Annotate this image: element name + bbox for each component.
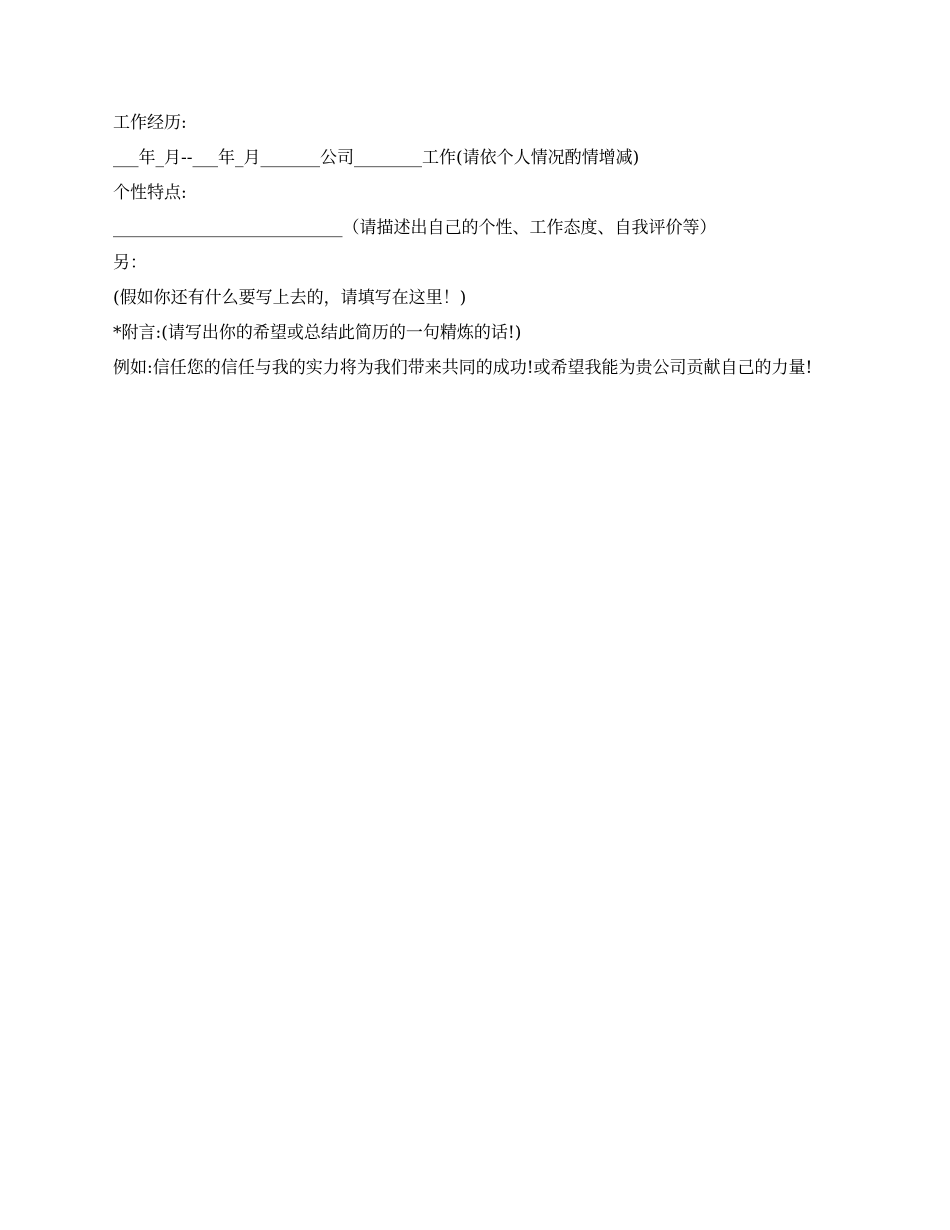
personality-heading: 个性特点: (113, 183, 187, 203)
work-experience-template: ___年_月--___年_月_______公司________工作(请依个人情况酌情增减) (113, 148, 640, 168)
other-heading: 另： (113, 253, 147, 273)
postscript-example: 例如:信任您的信任与我的实力将为我们带来共同的成功!或希望我能为贵公司贡献自己的力量! (113, 358, 813, 378)
document-body (113, 112, 843, 392)
personality-template: ___________________________（请描述出自己的个性、工作态度、自我评价等） (113, 218, 717, 238)
work-experience-heading: 工作经历: (113, 113, 187, 133)
postscript-instruction: *附言:(请写出你的希望或总结此简历的一句精炼的话!) (113, 323, 522, 343)
other-instruction: (假如你还有什么要写上去的，请填写在这里！) (113, 288, 467, 308)
